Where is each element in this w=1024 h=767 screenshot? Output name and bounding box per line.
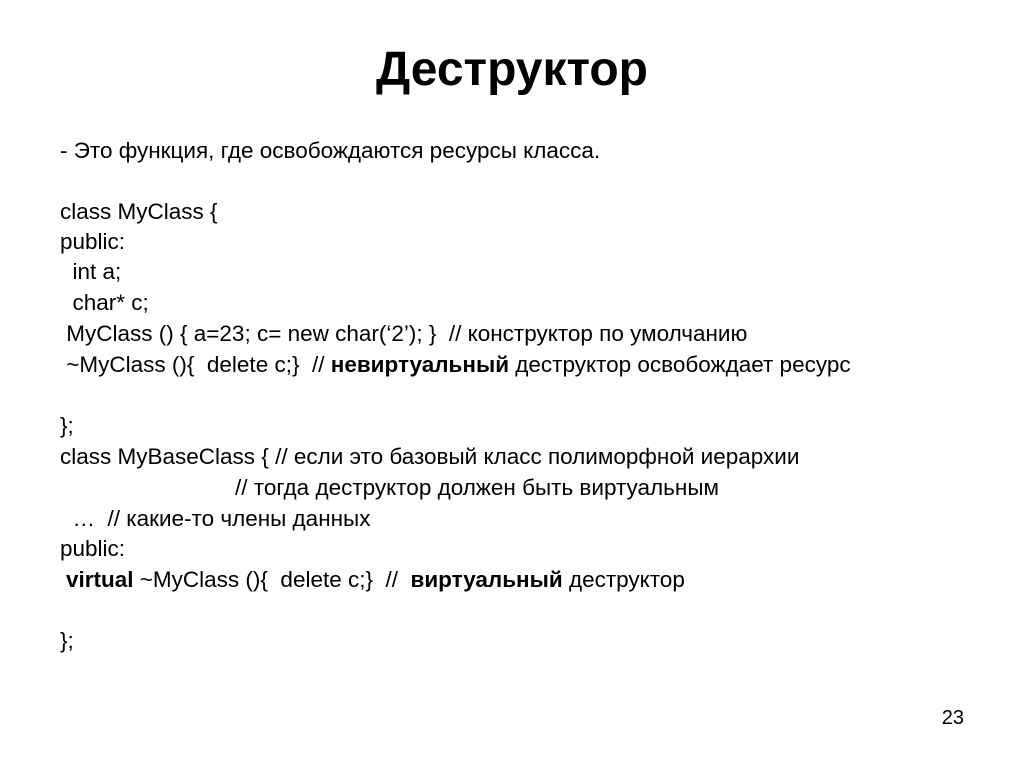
virtual-destructor-comment: деструктор: [562, 567, 685, 592]
virtual-keyword: virtual: [66, 567, 134, 592]
code-line-member-a: int a;: [60, 259, 122, 284]
intro-line: - Это функция, где освобождаются ресурсы класса.: [60, 138, 601, 163]
code-line-member-c: char* c;: [60, 290, 149, 315]
code-line-public-2: public:: [60, 536, 126, 561]
code-line-base-decl: class MyBaseClass { // если это базовый класс полиморфной иерархии: [60, 444, 800, 469]
destructor-bold-word: невиртуальный: [330, 352, 510, 377]
virtual-destructor-code: ~MyClass (){ delete c;} //: [133, 567, 411, 592]
destructor-comment: деструктор освобождает ресурс: [509, 352, 851, 377]
code-line-class-decl: class MyClass {: [60, 199, 218, 224]
virtual-bold-word: виртуальный: [410, 567, 563, 592]
code-line-virtual-destructor: [66, 565, 685, 595]
code-line-close-base-class: };: [60, 628, 74, 653]
code-line-close-class: };: [60, 413, 74, 438]
code-line-public: public:: [60, 229, 126, 254]
code-line-constructor: MyClass () { a=23; c= new char(‘2’); } // конструктор по умолчанию: [60, 321, 748, 346]
code-line-base-comment: // тогда деструктор должен быть виртуальным: [60, 475, 719, 500]
slide-title: Деструктор: [376, 43, 648, 96]
destructor-code: ~MyClass (){ delete c;} //: [60, 352, 331, 377]
code-line-members: … // какие-то члены данных: [60, 506, 371, 531]
page-number: 23: [941, 707, 964, 729]
code-line-destructor: [60, 350, 851, 380]
